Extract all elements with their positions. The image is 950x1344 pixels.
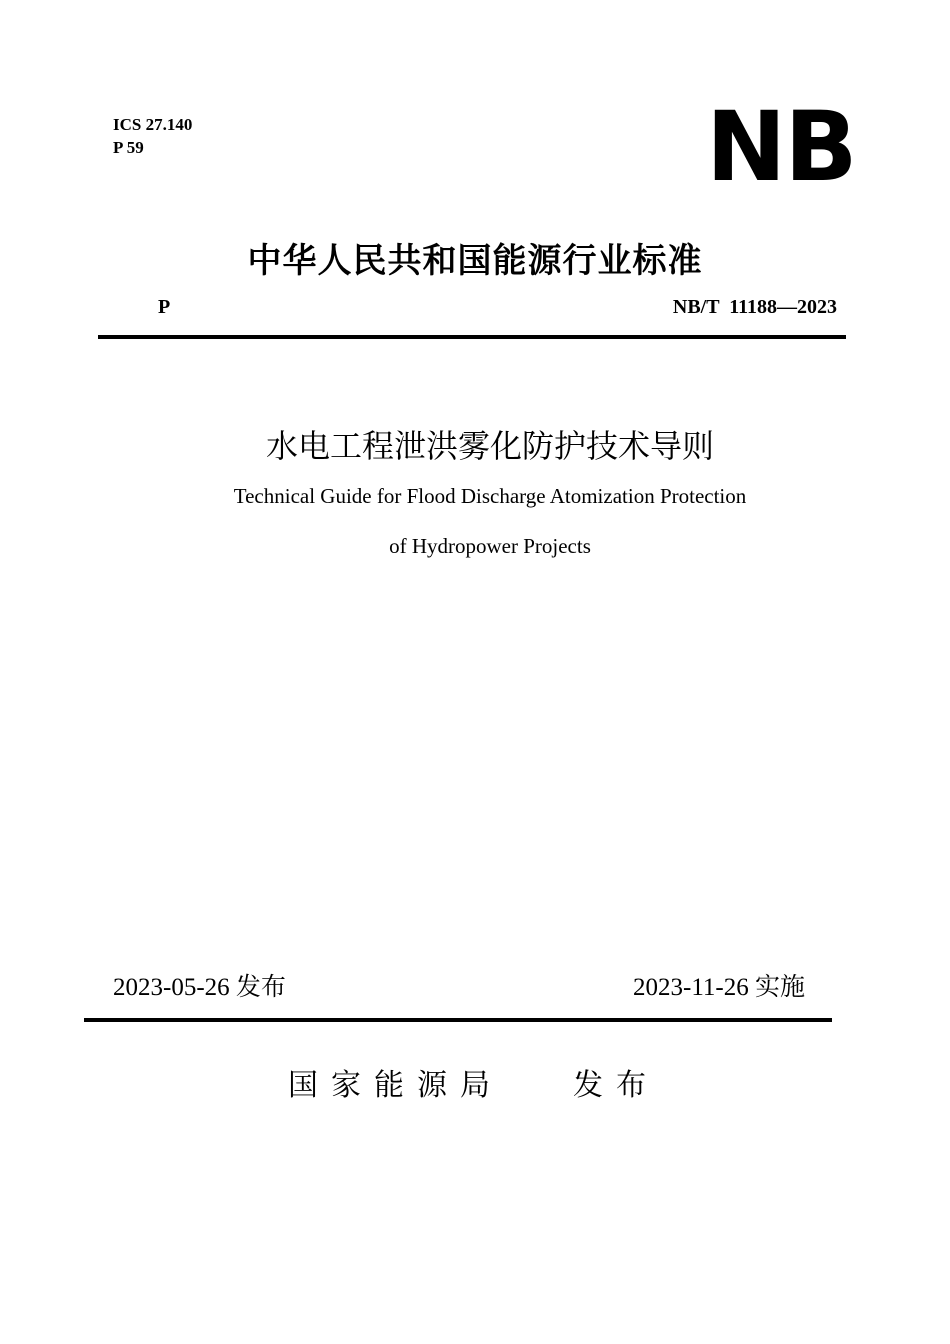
top-divider bbox=[98, 335, 846, 339]
document-title-en-line2: of Hydropower Projects bbox=[389, 534, 591, 558]
ccs-code: P 59 bbox=[113, 138, 144, 157]
classification-block bbox=[113, 113, 192, 159]
nb-logo: NB bbox=[706, 91, 856, 203]
document-title-cn: 水电工程泄洪雾化防护技术导则 bbox=[265, 427, 714, 465]
category-mark: P bbox=[158, 296, 171, 318]
standard-code: NB/T 11188—2023 bbox=[672, 296, 837, 318]
standard-title: 中华人民共和国能源行业标准 bbox=[247, 241, 703, 281]
bottom-divider bbox=[84, 1018, 832, 1022]
ics-code: ICS 27.140 bbox=[113, 115, 193, 134]
issue-word: 发布 bbox=[573, 1068, 659, 1103]
issue-date: 2023-05-26 发布 bbox=[113, 974, 286, 1001]
issuer-name: 国家能源局 bbox=[288, 1068, 503, 1103]
document-title-en-line1: Technical Guide for Flood Discharge Atomization Protection bbox=[233, 484, 747, 508]
implementation-date: 2023-11-26 实施 bbox=[633, 974, 805, 1001]
